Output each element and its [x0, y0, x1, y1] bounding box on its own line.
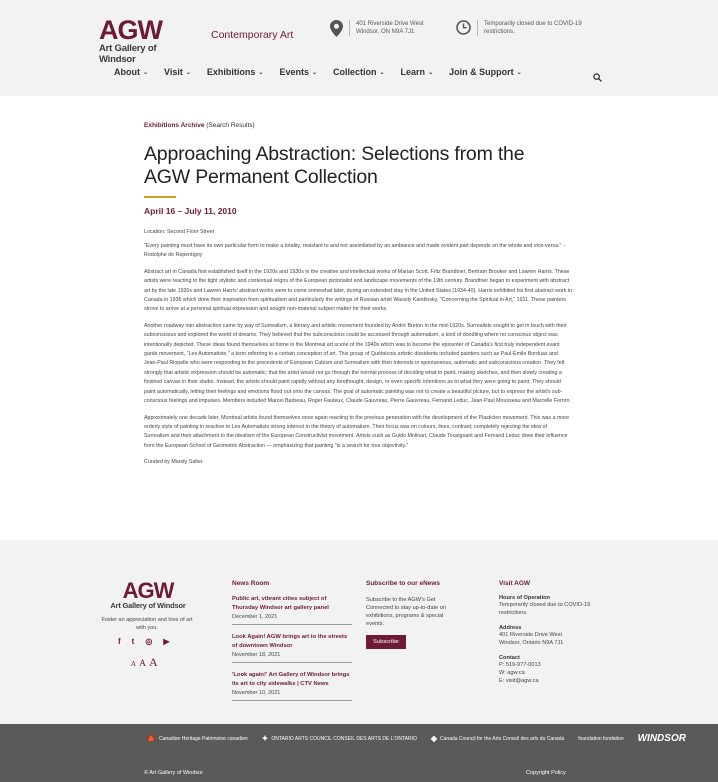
news-room — [232, 580, 352, 701]
ontario-arts-council-logo[interactable] — [262, 736, 417, 742]
enews-signup — [366, 580, 458, 649]
news-date: November 10, 2021 — [232, 690, 281, 696]
oac-icon: ✦ — [261, 734, 269, 743]
subscribe-button[interactable]: Subscribe — [366, 635, 406, 649]
breadcrumb-rest: (Search Results) — [204, 122, 255, 129]
footer-logo[interactable] — [108, 580, 188, 610]
nav-about[interactable] — [114, 67, 148, 77]
header-location[interactable] — [330, 20, 424, 37]
logo-subtitle: Art Gallery of Windsor — [99, 43, 157, 65]
site-header — [0, 0, 718, 96]
sponsor-bar — [0, 724, 718, 782]
search-icon — [593, 73, 602, 82]
chevron-down-icon: ⌄ — [428, 69, 434, 76]
footer-logo-wordmark: AGW — [122, 578, 174, 603]
windsor-logo[interactable] — [637, 733, 686, 744]
twitter-icon[interactable]: t — [131, 637, 135, 646]
phone[interactable]: P: 519-977-0013 — [499, 662, 541, 668]
footer-logo-subtitle: Art Gallery of Windsor — [110, 601, 186, 610]
chevron-down-icon: ⌄ — [143, 69, 149, 76]
search-button[interactable] — [593, 69, 602, 87]
news-item[interactable] — [232, 671, 352, 701]
news-title[interactable]: Look Again! AGW brings art to the streets of downtown Windsor — [232, 634, 348, 649]
agw-logo[interactable] — [99, 17, 195, 65]
nav-collection[interactable] — [333, 67, 385, 77]
canada-flag-icon: 🍁 — [146, 734, 156, 743]
exhibition-dates: April 16 – July 11, 2010 — [144, 206, 237, 216]
sponsor-label: ONTARIO ARTS COUNCIL CONSEIL DES ARTS DE L'ONTARIO — [271, 736, 417, 742]
text-size-medium[interactable]: A — [139, 659, 146, 669]
news-title[interactable]: 'Look again!' Art Gallery of Windsor brings its art to city sidewalks | CTV News — [232, 672, 350, 687]
main-content — [144, 122, 572, 468]
news-heading: News Room — [232, 580, 270, 587]
copyright-policy-link[interactable]: Copyright Policy — [526, 770, 566, 776]
windsor-wordmark: WINDSOR — [637, 733, 686, 744]
body-paragraph: Another roadway into abstraction came by way of Surrealism, a literary and artistic movement founded by André Breton in the mid-1920s. Surrealists sought to get in touch with their subconscious and explored the world of dreams. They believed that the subconscious could be accessed through automatism, a kind of doodling where no conscious object was intentionally depicted. These ideas found themselves at home in the Montreal art scene of the 1940s which was to become the epicenter of Canada's first truly independent avant garde movement, "Les Automatiste," a term referring to a certain conception of art. This group of Québécois artistic dissidents included painters such as Paul-Émile Borduas and Jean-Paul Riopelle who were responding to the precedents of European Cubism and Surrealism with their interests in spontaneous, automatic and subconscious creation. They felt strongly that artistic expression should be automatic; that the artist would not go through the normal process of deciding what to paint, making sketches, and then slowly creating a finished canvas in their studio. Instead, the artists should paint rapidly without any forethought, design, or even specific intentions as to what they were going to paint. They should paint automatically, letting their feelings and emotions flood out onto the canvas. The goal of automatic painting was not to create a beautiful picture, but to express the artist's sub-conscious feelings and impulses. Members included Marcel Barbeau, Roger Fauteux, Claude Gauvreau, Pierre Gauvreau, Fernand Leduc, Jean-Paul Mousseau and Marcelle Ferron. — [144, 322, 571, 405]
sponsor-label: foundation fondation — [578, 736, 624, 742]
hours-line-1: Temporarily closed due to COVID-19 — [484, 21, 582, 27]
copyright: © Art Gallery of Windsor — [144, 770, 204, 776]
nav-exhibitions[interactable] — [207, 67, 264, 77]
chevron-down-icon: ⌄ — [185, 69, 191, 76]
main-nav — [114, 67, 538, 77]
header-address — [349, 20, 424, 36]
nav-label: Visit — [164, 67, 183, 77]
canadian-heritage-logo[interactable] — [146, 736, 248, 742]
header-tagline: Contemporary Art — [211, 29, 294, 41]
body-paragraph: Approximately one decade later, Montreal artists found themselves once again reacting to the previous generation with the development of the Plasticien movement. This was a more orderly style of painting in reaction to Les Automatists strong interest in the theory of automatism. Their focus was on colours, lines, contrast; completely rejecting the idea of Surrealism and their attachment to the idealism of the European Constructivist movement. Artists such as Guido Molinari, Claude Tousignant and Fernand Leduc drew their influence from the European School of Geometric Abstraction — emphasizing that painting "is a search for true objectivity." — [144, 414, 570, 449]
news-title[interactable]: Public art, vibrant cities subject of Thursday Windsor art gallery panel — [232, 596, 329, 611]
page-title: Approaching Abstraction: Selections from the AGW Permanent Collection — [144, 143, 525, 188]
curator-credit: Curated by Mandy Salter. — [144, 459, 204, 466]
header-hours — [456, 20, 582, 36]
chevron-down-icon: ⌄ — [311, 69, 317, 76]
quote-paragraph: "Every painting must have its own particular form to make a totality, resistant to and not assimilated by an ambiance and made evident part depends on the whole and vice-versa." - Rodolphe de Repentigny — [144, 243, 565, 259]
nav-label: About — [114, 67, 140, 77]
hours-text — [477, 20, 582, 36]
site-footer — [0, 540, 718, 724]
nav-join-support[interactable] — [449, 67, 522, 77]
address-label: Address — [499, 625, 522, 631]
nav-label: Join & Support — [449, 67, 514, 77]
facebook-icon[interactable]: f — [118, 637, 121, 646]
canada-council-icon: ◈ — [430, 734, 438, 743]
social-links — [118, 637, 169, 646]
contact-label: Contact — [499, 655, 520, 661]
text-size-controls — [131, 655, 158, 670]
nav-events[interactable] — [279, 67, 317, 77]
enews-heading: Subscribe to our eNews — [366, 580, 441, 587]
address-line-2: Windsor, ON N9A 7J1 — [356, 29, 415, 35]
instagram-icon[interactable]: ◎ — [145, 637, 153, 646]
address-line-2: Windsor, Ontario N9A 7J1 — [499, 640, 564, 646]
nav-label: Collection — [333, 67, 377, 77]
chevron-down-icon: ⌄ — [258, 69, 264, 76]
news-item[interactable] — [232, 633, 352, 663]
enews-text: Subscribe to the AGW's Get Connected to stay up-to-date on exhibitions, programs & special events. — [366, 597, 446, 627]
website[interactable]: W: agw.ca — [499, 670, 525, 676]
news-item[interactable] — [232, 595, 352, 625]
email[interactable]: E: visit@agw.ca — [499, 678, 539, 684]
news-date: December 1, 2021 — [232, 614, 278, 620]
nav-learn[interactable] — [401, 67, 434, 77]
foundation-logo[interactable] — [578, 736, 623, 742]
text-size-small[interactable]: A — [131, 660, 137, 668]
breadcrumb-link[interactable]: Exhibitions Archive — [144, 122, 205, 129]
body-paragraph: Abstract art in Canada first established itself in the 1920s and 1930s in the creative and intellectual works of Marian Scott, Fritz Brandtner, Bertram Brooker and Lawren Harris. These artists were reacting to the tight stylistic and contextual reigns of the European pictorialist and landscape movements of the 19th century. Brandtner began to experiment with abstract art by the late 1920s and Lawren Harris' abstract works were to come somewhat later, during an extended stay in the United States (1934-40). Harris exhibited his first abstract work in Canada in 1936 which drew their inspiration from spiritualism and particularly the writings of Russian artist Wassily Kandinsky, "Concerning the Spiritual in Art," 1911. These painters strove to arrive at a personal spiritual expression and sought non-material subject matter for their works. — [144, 268, 572, 313]
exhibition-location: Location: Second Floor Street — [144, 229, 215, 235]
nav-label: Learn — [400, 67, 426, 77]
canada-council-logo[interactable] — [431, 736, 564, 742]
footer-tagline: Foster an appreciation and love of art with you. — [101, 617, 193, 631]
title-divider — [144, 196, 176, 198]
news-date: November 18, 2021 — [232, 652, 281, 658]
youtube-icon[interactable]: ▶ — [163, 637, 170, 646]
sponsor-label: Canadian Heritage Patrimoine canadien — [158, 736, 248, 742]
hours-label: Hours of Operation — [499, 595, 550, 601]
nav-label: Exhibitions — [206, 67, 256, 77]
logo-wordmark: AGW — [99, 15, 162, 45]
nav-visit[interactable] — [164, 67, 191, 77]
hours-text: Temporarily closed due to COVID-19 restrictions. — [499, 602, 591, 616]
visit-info — [499, 580, 609, 685]
address-line-1: 401 Riverside Drive West — [356, 21, 424, 27]
hours-line-2: restrictions. — [484, 29, 515, 35]
chevron-down-icon: ⌄ — [516, 69, 522, 76]
address-line-1: 401 Riverside Drive West — [499, 632, 563, 638]
nav-label: Events — [279, 67, 309, 77]
breadcrumb — [144, 122, 572, 129]
visit-heading: Visit AGW — [499, 580, 531, 587]
clock-icon — [456, 20, 471, 35]
map-pin-icon — [330, 20, 343, 37]
sponsor-logos — [146, 733, 686, 744]
text-size-large[interactable]: A — [148, 655, 158, 669]
chevron-down-icon: ⌄ — [379, 69, 385, 76]
sponsor-label: Canada Council for the Arts Conseil des arts du Canada — [440, 736, 565, 742]
